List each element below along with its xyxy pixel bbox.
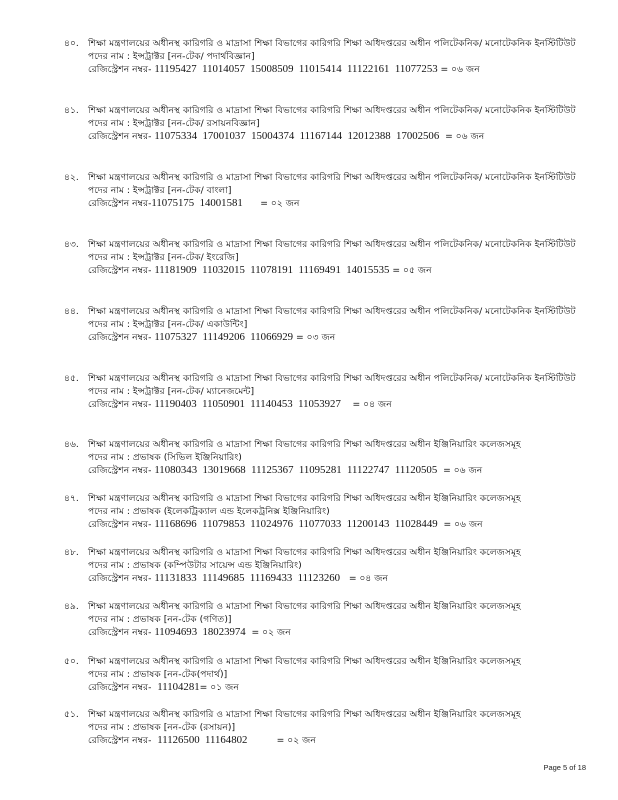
entry-number: ৪৪. — [64, 306, 79, 317]
entry-post-name: পদের নাম : ইন্সট্রাক্টর [নন-টেক/ রসায়নবিজ্ঞান] — [88, 118, 260, 129]
entry-48 — [64, 546, 578, 585]
entry-46 — [64, 438, 578, 477]
entry-47 — [64, 492, 578, 531]
entry-registration — [88, 681, 578, 694]
entry-50 — [64, 655, 578, 694]
entry-organization: শিক্ষা মন্ত্রণালয়ের অধীনস্থ কারিগরি ও মাদ্রাসা শিক্ষা বিভাগের কারিগরি শিক্ষা অধিদপ্তরের অধীন ইঞ্জিনিয়ারিং কলেজসমূহ — [88, 709, 521, 720]
entry-organization: শিক্ষা মন্ত্রণালয়ের অধীনস্থ কারিগরি ও মাদ্রাসা শিক্ষা বিভাগের কারিগরি শিক্ষা অধিদপ্তরের অধীন ইঞ্জিনিয়ারিং কলেজসমূহ — [88, 439, 521, 450]
entry-44 — [64, 305, 578, 344]
entry-registration — [88, 572, 578, 585]
entry-registration — [88, 63, 578, 76]
entry-40 — [64, 37, 578, 76]
entry-post-name: পদের নাম : প্রভাষক (কম্পিউটার সায়েন্স এন্ড ইঞ্জিনিয়ারিং) — [88, 560, 302, 571]
entry-number: ৪৭. — [64, 493, 79, 504]
registration-numbers: 11075334 17001037 15004374 11167144 12012388 17002506 — [154, 130, 440, 142]
entry-post-name: পদের নাম : প্রভাষক [নন-টেক(পদার্থ)] — [88, 669, 228, 680]
registration-count: = ০২ জন — [242, 198, 300, 209]
entry-51 — [64, 708, 578, 747]
registration-numbers: 11168696 11079853 11024976 11077033 11200143 11028449 — [154, 518, 438, 530]
entry-registration — [88, 518, 578, 531]
entry-41 — [64, 104, 578, 143]
registration-label: রেজিস্ট্রেশন নম্বর- — [88, 332, 155, 343]
registration-numbers: 11075327 11149206 11066929 — [154, 331, 294, 343]
registration-count: = ০২ জন — [245, 627, 291, 638]
entry-organization: শিক্ষা মন্ত্রণালয়ের অধীনস্থ কারিগরি ও মাদ্রাসা শিক্ষা বিভাগের কারিগরি শিক্ষা অধিদপ্তরের অধীন পলিটেকনিক/ মনোটেকনিক ইনস্টিটিউট — [88, 306, 576, 317]
entry-43 — [64, 238, 578, 277]
entry-post-name: পদের নাম : প্রভাষক (ইলেকট্রিক্যাল এন্ড ইলেকট্রনিক্স ইঞ্জিনিয়ারিং) — [88, 506, 330, 517]
entry-post-name: পদের নাম : ইন্সট্রাক্টর [নন-টেক/ ম্যানেজমেন্ট] — [88, 386, 255, 397]
entry-number: ৪৮. — [64, 547, 79, 558]
entry-registration — [88, 734, 578, 747]
registration-label: রেজিস্ট্রেশন নম্বর- — [88, 64, 155, 75]
entry-number: ৫০. — [64, 656, 79, 667]
registration-count: = ০৬ জন — [439, 131, 485, 142]
registration-count: = ০৬ জন — [437, 465, 483, 476]
entry-organization: শিক্ষা মন্ত্রণালয়ের অধীনস্থ কারিগরি ও মাদ্রাসা শিক্ষা বিভাগের কারিগরি শিক্ষা অধিদপ্তরের অধীন পলিটেকনিক/ মনোটেকনিক ইনস্টিটিউট — [88, 172, 576, 183]
entry-registration — [88, 331, 578, 344]
entry-number: ৪৯. — [64, 601, 79, 612]
entry-organization: শিক্ষা মন্ত্রণালয়ের অধীনস্থ কারিগরি ও মাদ্রাসা শিক্ষা বিভাগের কারিগরি শিক্ষা অধিদপ্তরের অধীন ইঞ্জিনিয়ারিং কলেজসমূহ — [88, 656, 521, 667]
registration-label: রেজিস্ট্রেশন নম্বর- — [88, 265, 155, 276]
entry-registration — [88, 264, 578, 277]
registration-label: রেজিস্ট্রেশন নম্বর- — [88, 198, 152, 209]
registration-numbers: 11190403 11050901 11140453 11053927 — [154, 398, 341, 410]
entry-registration — [88, 197, 578, 210]
registration-count: = ০৬ জন — [437, 519, 483, 530]
entry-49 — [64, 600, 578, 639]
registration-count: = ০৫ জন — [389, 265, 432, 276]
registration-numbers: 11075175 14001581 — [151, 197, 243, 209]
entry-number: ৪৩. — [64, 239, 79, 250]
entry-post-name: পদের নাম : প্রভাষক [নন-টেক (গণিত)] — [88, 614, 232, 625]
entry-registration — [88, 398, 578, 411]
entry-42 — [64, 171, 578, 210]
entry-registration — [88, 626, 578, 639]
entry-number: ৪১. — [64, 105, 79, 116]
registration-numbers: 11181909 11032015 11078191 11169491 14015535 — [154, 264, 390, 276]
entry-post-name: পদের নাম : ইন্সট্রাক্টর [নন-টেক/ ইংরেজি] — [88, 252, 239, 263]
registration-count: = ০৩ জন — [293, 332, 336, 343]
registration-count: = ০৪ জন — [340, 399, 392, 410]
registration-label: রেজিস্ট্রেশন নম্বর- — [88, 465, 155, 476]
registration-count: = ০১ জন — [199, 682, 239, 693]
entry-number: ৫১. — [64, 709, 79, 720]
page-number: Page 5 of 18 — [543, 763, 586, 772]
registration-numbers: 11094693 18023974 — [154, 626, 246, 638]
entry-organization: শিক্ষা মন্ত্রণালয়ের অধীনস্থ কারিগরি ও মাদ্রাসা শিক্ষা বিভাগের কারিগরি শিক্ষা অধিদপ্তরের অধীন ইঞ্জিনিয়ারিং কলেজসমূহ — [88, 493, 521, 504]
entry-45 — [64, 372, 578, 411]
entry-number: ৪২. — [64, 172, 79, 183]
registration-count: = ০৬ জন — [437, 64, 480, 75]
registration-numbers: 11131833 11149685 11169433 11123260 — [154, 572, 341, 584]
entry-number: ৪০. — [64, 38, 79, 49]
registration-label: রেজিস্ট্রেশন নম্বর- — [88, 627, 155, 638]
entry-organization: শিক্ষা মন্ত্রণালয়ের অধীনস্থ কারিগরি ও মাদ্রাসা শিক্ষা বিভাগের কারিগরি শিক্ষা অধিদপ্তরের অধীন ইঞ্জিনিয়ারিং কলেজসমূহ — [88, 547, 521, 558]
entry-organization: শিক্ষা মন্ত্রণালয়ের অধীনস্থ কারিগরি ও মাদ্রাসা শিক্ষা বিভাগের কারিগরি শিক্ষা অধিদপ্তরের অধীন পলিটেকনিক/ মনোটেকনিক ইনস্টিটিউট — [88, 373, 576, 384]
registration-count: = ০২ জন — [247, 735, 316, 746]
registration-numbers: 11195427 11014057 15008509 11015414 11122161 11077253 — [154, 63, 438, 75]
entry-organization: শিক্ষা মন্ত্রণালয়ের অধীনস্থ কারিগরি ও মাদ্রাসা শিক্ষা বিভাগের কারিগরি শিক্ষা অধিদপ্তরের অধীন পলিটেকনিক/ মনোটেকনিক ইনস্টিটিউট — [88, 105, 576, 116]
entry-registration — [88, 464, 578, 477]
registration-label: রেজিস্ট্রেশন নম্বর- — [88, 735, 158, 746]
registration-label: রেজিস্ট্রেশন নম্বর- — [88, 399, 155, 410]
entry-organization: শিক্ষা মন্ত্রণালয়ের অধীনস্থ কারিগরি ও মাদ্রাসা শিক্ষা বিভাগের কারিগরি শিক্ষা অধিদপ্তরের অধীন ইঞ্জিনিয়ারিং কলেজসমূহ — [88, 601, 521, 612]
entry-organization: শিক্ষা মন্ত্রণালয়ের অধীনস্থ কারিগরি ও মাদ্রাসা শিক্ষা বিভাগের কারিগরি শিক্ষা অধিদপ্তরের অধীন পলিটেকনিক/ মনোটেকনিক ইনস্টিটিউট — [88, 38, 576, 49]
entry-registration — [88, 130, 578, 143]
registration-label: রেজিস্ট্রেশন নম্বর- — [88, 573, 155, 584]
entry-post-name: পদের নাম : প্রভাষক (সিভিল ইঞ্জিনিয়ারিং) — [88, 452, 242, 463]
entry-organization: শিক্ষা মন্ত্রণালয়ের অধীনস্থ কারিগরি ও মাদ্রাসা শিক্ষা বিভাগের কারিগরি শিক্ষা অধিদপ্তরের অধীন পলিটেকনিক/ মনোটেকনিক ইনস্টিটিউট — [88, 239, 576, 250]
entry-post-name: পদের নাম : প্রভাষক [নন-টেক (রসায়ন)] — [88, 722, 236, 733]
registration-numbers: 11126500 11164802 — [157, 734, 248, 746]
entry-number: ৪৫. — [64, 373, 79, 384]
registration-numbers: 11080343 13019668 11125367 11095281 11122747 11120505 — [154, 464, 438, 476]
registration-count: = ০৪ জন — [340, 573, 389, 584]
registration-label: রেজিস্ট্রেশন নম্বর- — [88, 131, 155, 142]
entry-number: ৪৬. — [64, 439, 79, 450]
entry-post-name: পদের নাম : ইন্সট্রাক্টর [নন-টেক/ বাংলা] — [88, 185, 232, 196]
registration-label: রেজিস্ট্রেশন নম্বর- — [88, 519, 155, 530]
registration-numbers: 11104281 — [157, 681, 200, 693]
registration-label: রেজিস্ট্রেশন নম্বর- — [88, 682, 158, 693]
entry-post-name: পদের নাম : ইন্সট্রাক্টর [নন-টেক/ একাউন্টিং] — [88, 319, 248, 330]
entry-post-name: পদের নাম : ইন্সট্রাক্টর [নন-টেক/ পদার্থবিজ্ঞান] — [88, 51, 255, 62]
